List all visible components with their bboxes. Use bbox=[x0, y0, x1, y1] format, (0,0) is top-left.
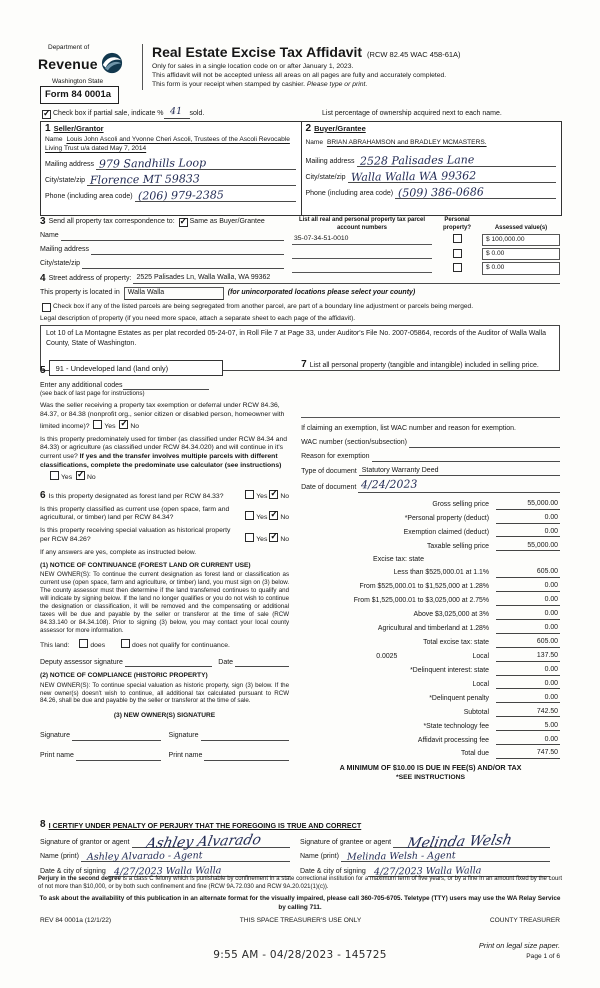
grantor-signature-value: Ashley Alvarado bbox=[144, 831, 263, 852]
grantee-signature-value: Melinda Welsh bbox=[405, 831, 514, 852]
s5-q1-no-checkbox[interactable] bbox=[119, 420, 128, 429]
local-label: Local bbox=[472, 652, 489, 660]
tax-row-label: Exemption claimed (deduct) bbox=[403, 528, 489, 536]
s6-question-historic: Is this property receiving special valuation as historical property per RCW 84.26? Yes ✓ No bbox=[40, 527, 289, 545]
grantor-signature-field[interactable] bbox=[132, 831, 290, 852]
section5-header bbox=[40, 360, 289, 376]
tax-row bbox=[301, 694, 560, 704]
tax-row-value[interactable]: 0.00 bbox=[496, 514, 560, 524]
middle-columns bbox=[40, 360, 560, 820]
assessed-value-field[interactable]: $ 100,000.00 bbox=[482, 234, 560, 246]
segregated-label: Check box if any of the listed parcels are being segregated from another parcel, are part of a boundary line adjustment or parcels being merged. bbox=[53, 302, 474, 310]
print-legal-note: Print on legal size paper. bbox=[478, 941, 560, 950]
section3 bbox=[40, 217, 560, 272]
new-owner-printname-field-2[interactable] bbox=[204, 752, 289, 761]
county-select[interactable]: Walla Walla bbox=[124, 287, 224, 300]
notice1-body: NEW OWNER(S): To continue the current designation as forest land or classification as current use (open space, farm and agriculture, or timber) land, you must sign on (3) below. The county assessor must then determine if the land transferred continues to qualify and will indicate by signing below. If the land no longer qualifies or you do not wish to continue the designation or classification, it will be removed and the compensating or additional taxes will be due and payable by the seller or transferor at the time of sale (RCW 84.33.140 or 84.34.108). Prior to signing (3) below, you may contact your local county assessor for more information. bbox=[40, 571, 290, 634]
tax-row-label: Total excise tax: state bbox=[423, 639, 489, 647]
tax-row bbox=[301, 749, 560, 759]
personal-property-checkbox[interactable] bbox=[453, 263, 462, 272]
land-use-code-field[interactable]: 91 - Undeveloped land (land only) bbox=[49, 360, 223, 376]
header-note-1: Only for sales in a single location code on or after January 1, 2023. bbox=[152, 62, 354, 70]
land-does-checkbox[interactable] bbox=[79, 639, 88, 648]
tax-row bbox=[301, 514, 560, 524]
rcw-reference: (RCW 82.45 WAC 458-61A) bbox=[367, 50, 461, 59]
tax-row-label: From $1,525,000.01 to $3,025,000 at 2.75% bbox=[353, 597, 489, 605]
doc-type-label: Type of document bbox=[301, 467, 357, 475]
seller-mailing-value: 979 Sandhills Loop bbox=[98, 155, 207, 171]
located-in-label: This property is located in bbox=[40, 289, 120, 296]
parcel-row bbox=[292, 248, 560, 260]
parcel-number-field[interactable]: 35-07-34-51-0010 bbox=[292, 235, 432, 244]
header-note-2: This affidavit will not be accepted unless all areas on all pages are fully and accurately completed. bbox=[152, 71, 447, 79]
s6-question-current-use: Is this property classified as current use (open space, farm and agricultural, or timber) land per RCW 84.34? Yes ✓ No bbox=[40, 506, 289, 524]
doc-type-field[interactable] bbox=[359, 467, 560, 477]
tax-excise-rows bbox=[301, 568, 560, 647]
dor-logo-block bbox=[38, 44, 142, 90]
grantee-printname-label: Name (print) bbox=[300, 853, 339, 861]
sold-label: sold. bbox=[189, 110, 205, 117]
new-owner-signature-row: Signature Signature bbox=[40, 732, 289, 741]
s6-historic-yes-checkbox[interactable] bbox=[245, 533, 254, 542]
buyer-section bbox=[302, 122, 562, 215]
tax-row-value[interactable]: 605.00 bbox=[496, 568, 560, 578]
corr-city-label: City/state/zip bbox=[40, 260, 81, 268]
doc-date-field[interactable] bbox=[358, 477, 560, 493]
parcel-table bbox=[292, 217, 560, 272]
deputy-signature-label: Deputy assessor signature bbox=[40, 658, 123, 666]
s5-q2-no-checkbox[interactable] bbox=[76, 471, 85, 480]
grantor-printname-value: Ashley Alvarado - Agent bbox=[86, 850, 203, 864]
tax-pre-rows bbox=[301, 500, 560, 551]
section1-number: 1 bbox=[45, 123, 51, 134]
certify-statement: I CERTIFY UNDER PENALTY OF PERJURY THAT THE FOREGOING IS TRUE AND CORRECT bbox=[48, 821, 362, 830]
seller-mailing-field[interactable] bbox=[96, 155, 295, 171]
doc-type-value: Statutory Warranty Deed bbox=[361, 466, 439, 474]
land-qualify-row: This land: does does not qualify for continuance. bbox=[40, 639, 289, 650]
tax-row bbox=[301, 542, 560, 552]
tax-post-rows bbox=[301, 666, 560, 759]
grantee-sig-label: Signature of grantee or agent bbox=[300, 838, 392, 846]
parcel-number-field[interactable] bbox=[292, 264, 432, 273]
right-column bbox=[301, 360, 560, 820]
corr-name-label: Name bbox=[40, 232, 59, 240]
page-title: Real Estate Excise Tax Affidavit bbox=[152, 44, 363, 60]
additional-codes-note: (see back of last page for instructions) bbox=[40, 390, 145, 398]
excise-tax-state-header: Excise tax: state bbox=[373, 555, 425, 563]
tax-row-label: *Delinquent penalty bbox=[429, 694, 489, 702]
street-address-value: 2525 Palisades Ln, Walla Walla, WA 99362 bbox=[136, 274, 271, 282]
corr-city-field[interactable] bbox=[82, 260, 284, 269]
seller-title: Seller/Grantor bbox=[53, 124, 104, 133]
corr-mailing-field[interactable] bbox=[91, 246, 284, 255]
revenue-wordmark: Revenue bbox=[38, 56, 98, 73]
washington-state-label: Washington State bbox=[52, 77, 104, 85]
tax-row bbox=[301, 708, 560, 718]
tax-row bbox=[301, 568, 560, 578]
tax-row-value[interactable]: 0.00 bbox=[496, 680, 560, 690]
tax-row-label: Agricultural and timberland at 1.28% bbox=[377, 625, 489, 633]
segregated-checkbox[interactable] bbox=[42, 303, 51, 312]
new-owner-printname-field-1[interactable] bbox=[76, 752, 161, 761]
additional-codes-label: Enter any additional codes bbox=[40, 381, 123, 389]
tax-row bbox=[301, 680, 560, 690]
seller-city-field[interactable] bbox=[87, 171, 295, 187]
header-note-3: This form is your receipt when stamped by cashier. Please type or print. bbox=[152, 81, 368, 89]
new-owner-signature-field-2[interactable] bbox=[201, 732, 290, 741]
tax-row bbox=[301, 528, 560, 538]
tax-row-value[interactable]: 55,000.00 bbox=[496, 500, 560, 510]
seller-city-label: City/state/zip bbox=[45, 176, 86, 184]
tax-row-label: Total due bbox=[461, 750, 489, 758]
seller-city-value: Florence MT 59833 bbox=[89, 171, 201, 187]
tax-row-label: Less than $525,000.01 at 1.1% bbox=[393, 569, 489, 577]
corr-mailing-label: Mailing address bbox=[40, 246, 90, 254]
partial-sale-label: Check box if partial sale, indicate % bbox=[53, 110, 164, 117]
scan-timestamp: 9:55 AM - 04/28/2023 - 145725 bbox=[213, 949, 387, 961]
tax-row-label: Subtotal bbox=[463, 708, 489, 716]
tax-row-label: *Delinquent interest: state bbox=[410, 666, 489, 674]
parcel-row bbox=[292, 234, 560, 246]
tax-row-value[interactable]: 5.00 bbox=[496, 722, 560, 732]
buyer-phone-field[interactable] bbox=[395, 185, 556, 200]
ownership-note: List percentage of ownership acquired next to each name. bbox=[322, 110, 502, 117]
title-block bbox=[142, 44, 562, 90]
land-does-not-checkbox[interactable] bbox=[121, 639, 130, 648]
buyer-title: Buyer/Grantee bbox=[314, 124, 366, 133]
reason-exemption-label: Reason for exemption bbox=[301, 452, 370, 460]
tax-row-value[interactable]: 0.00 bbox=[496, 694, 560, 704]
local-tax-row bbox=[301, 652, 560, 662]
tax-row-label: Gross selling price bbox=[432, 501, 489, 508]
notice2-title: (2) NOTICE OF COMPLIANCE (HISTORIC PROPERTY) bbox=[40, 672, 208, 680]
s6-question-forest: 6 Is this property designated as forest land per RCW 84.33? Yes ✓ No bbox=[40, 490, 289, 502]
s6-current-no-checkbox[interactable] bbox=[269, 511, 278, 520]
see-instructions-note: *SEE INSTRUCTIONS bbox=[395, 774, 466, 782]
personal-property-list-field[interactable] bbox=[301, 371, 560, 418]
local-rate: 0.0025 bbox=[376, 652, 398, 660]
revenue-swirl-logo-icon bbox=[101, 52, 123, 78]
additional-codes-field[interactable] bbox=[123, 381, 209, 390]
rev-number: REV 84 0001a (12/1/22) bbox=[40, 917, 112, 924]
seller-mailing-label: Mailing address bbox=[45, 160, 95, 168]
seller-name-label: Name bbox=[45, 135, 63, 143]
personal-property-checkbox[interactable] bbox=[453, 234, 462, 243]
grantor-signature-block bbox=[40, 833, 300, 877]
form-number-box: Form 84 0001a bbox=[40, 86, 119, 104]
tax-row bbox=[301, 666, 560, 676]
notice3-title: (3) NEW OWNER(S) SIGNATURE bbox=[113, 712, 216, 720]
tax-row-value[interactable]: 747.50 bbox=[496, 749, 560, 759]
seller-phone-field[interactable] bbox=[135, 187, 296, 203]
grantor-printname-field[interactable] bbox=[81, 850, 290, 864]
s5-q2-yes-checkbox[interactable] bbox=[50, 471, 59, 480]
buyer-city-value: Walla Walla WA 99362 bbox=[350, 168, 476, 184]
left-column bbox=[40, 360, 295, 820]
same-as-buyer-label: Same as Buyer/Grantee bbox=[189, 218, 265, 226]
county-treasurer-label: COUNTY TREASURER bbox=[489, 917, 560, 924]
tax-row bbox=[301, 624, 560, 634]
buyer-city-label: City/state/zip bbox=[305, 173, 346, 181]
tax-row-value[interactable]: 0.00 bbox=[496, 610, 560, 620]
tax-row-value[interactable]: 0.00 bbox=[496, 596, 560, 606]
buyer-mailing-value: 2528 Palisades Lane bbox=[359, 152, 474, 168]
grantor-sig-label: Signature of grantor or agent bbox=[40, 838, 130, 846]
s6-forest-no-checkbox[interactable] bbox=[269, 490, 278, 499]
section4 bbox=[40, 274, 560, 371]
tax-row-value[interactable]: 0.00 bbox=[496, 528, 560, 538]
tax-row-value[interactable]: 0.00 bbox=[496, 736, 560, 746]
partial-sale-checkbox[interactable] bbox=[42, 110, 51, 119]
correspondence-block bbox=[40, 217, 292, 272]
section7-header: 7 List all personal property (tangible and intangible) included in selling price. bbox=[301, 359, 539, 370]
deputy-date-label: Date bbox=[218, 658, 234, 666]
buyer-phone-label: Phone (including area code) bbox=[305, 189, 394, 197]
buyer-name-label: Name bbox=[305, 138, 324, 146]
s6-current-yes-checkbox[interactable] bbox=[245, 511, 254, 520]
street-address-label: Street address of property: bbox=[48, 275, 132, 283]
partial-percent-field[interactable] bbox=[164, 105, 190, 119]
seller-name-field[interactable]: Louis John Ascoli and Yvonne Cheri Ascoli, Trustees of the Ascoli Revocable Living Trust u/a dated May 7, 2014 bbox=[45, 135, 290, 152]
assessed-value-col-header: Assessed value(s) bbox=[494, 224, 548, 231]
parcel-col-header: List all real and personal property tax parcel account numbers bbox=[298, 217, 426, 231]
tax-row-value[interactable]: 742.50 bbox=[496, 708, 560, 718]
rev-row bbox=[40, 917, 560, 925]
parcel-number-field[interactable] bbox=[292, 250, 432, 259]
notice2-body: NEW OWNER(S): To continue special valuation as historic property, sign (3) below. If the new owner(s) doesn't wish to continue, all additional tax calculated pursuant to RCW 84.26, shall be due and payable by the seller or transferor at the time of sale. bbox=[40, 681, 290, 705]
form-header bbox=[38, 44, 562, 90]
tax-row bbox=[301, 582, 560, 592]
grantee-date-value: 4/27/2023 Walla Walla bbox=[373, 865, 482, 878]
tax-computation bbox=[301, 500, 560, 783]
perjury-statement: Perjury in the second degree is a class C felony which is punishable by confinement in a state correctional institution for a maximum term of five years, or by a fine in an amount fixed by the court of not more than $10,000, or by both such confinement and fine (RCW 9A.72.030 and RCW 9A.20.021(1)(c)). bbox=[38, 876, 563, 890]
assessed-value-field[interactable]: $ 0.00 bbox=[482, 262, 560, 274]
legal-description-field[interactable]: Lot 10 of La Montagne Estates as per plat recorded 05-24-07, in Roll File 7 at Page 33, under Auditor's File No. 2007-05864, records of the Auditor of Walla Walla County, State of Washington. bbox=[40, 325, 560, 371]
deputy-signature-field[interactable] bbox=[125, 658, 212, 667]
doc-date-value: 4/24/2023 bbox=[361, 477, 418, 492]
tax-row-label: Local bbox=[472, 680, 489, 688]
tax-row-label: Affidavit processing fee bbox=[417, 736, 489, 744]
deputy-date-field[interactable] bbox=[235, 658, 289, 667]
new-owner-printname-row: Print name Print name bbox=[40, 752, 289, 761]
dept-of-label: Department of bbox=[48, 44, 90, 51]
section3-number: 3 bbox=[40, 216, 46, 227]
tax-row bbox=[301, 722, 560, 732]
reason-exemption-field[interactable] bbox=[372, 453, 560, 462]
parcel-table-header bbox=[292, 217, 560, 232]
wac-number-field[interactable] bbox=[409, 439, 560, 448]
grantor-date-value: 4/27/2023 Walla Walla bbox=[113, 865, 222, 878]
buyer-mailing-label: Mailing address bbox=[305, 157, 355, 165]
buyer-phone-value: (509) 386-0686 bbox=[397, 185, 484, 200]
assessed-value-field[interactable]: $ 0.00 bbox=[482, 248, 560, 260]
tax-row bbox=[301, 736, 560, 746]
seller-section bbox=[41, 122, 302, 215]
page-number: Page 1 of 6 bbox=[526, 953, 560, 960]
s5-q1-yes-checkbox[interactable] bbox=[93, 420, 102, 429]
new-owner-signature-field-1[interactable] bbox=[72, 732, 161, 741]
tax-row bbox=[301, 596, 560, 606]
grantor-printname-label: Name (print) bbox=[40, 853, 79, 861]
buyer-name-field[interactable]: BRIAN ABRAHAMSON and BRADLEY MCMASTERS. bbox=[326, 138, 487, 146]
tax-row-label: Taxable selling price bbox=[426, 542, 489, 550]
correspondence-label: Send all property tax correspondence to: bbox=[48, 218, 175, 226]
exemption-note: If claiming an exemption, list WAC number and reason for exemption. bbox=[301, 424, 516, 432]
seller-phone-value: (206) 979-2385 bbox=[137, 187, 224, 203]
accessibility-note: To ask about the availability of this publication in an alternate format for the visually impaired, please call 360-705-6705. Teletype (TTY) users may use the WA Relay Service by calling 711. bbox=[39, 895, 561, 911]
section4-number: 4 bbox=[40, 273, 46, 284]
s5-question-predominate-use: Is this property predominately used for timber (as classified under RCW 84.34 and 84.33) or agriculture (as classified under RCW 84.34.020) and will continue in it's current use? If yes and the transfer involves multiple parcels with different classifications, complete the predominate use calculator (see instructions) Yes ✓ No bbox=[40, 436, 289, 483]
unincorporated-note: (for unincorporated locations please select your county) bbox=[227, 289, 416, 296]
tax-row bbox=[301, 610, 560, 620]
section8-number: 8 bbox=[40, 819, 46, 830]
section8 bbox=[40, 820, 560, 877]
s6-forest-yes-checkbox[interactable] bbox=[245, 490, 254, 499]
corr-name-field[interactable] bbox=[61, 232, 284, 241]
street-address-field[interactable] bbox=[133, 274, 560, 284]
partial-percent-value: 41 bbox=[170, 105, 183, 118]
same-as-buyer-checkbox[interactable] bbox=[179, 218, 188, 227]
tax-row-value[interactable]: 55,000.00 bbox=[496, 542, 560, 552]
tax-row-label: Above $3,025,000 at 3% bbox=[413, 611, 489, 619]
if-any-answers-note: If any answers are yes, complete as instructed below. bbox=[40, 548, 197, 556]
s5-question-exemption: Was the seller receiving a property tax exemption or deferral under RCW 84.36, 84.37, or 84.38 (nonprofit org., senior citizen or disabled person, homeowner with limited income)? Yes ✓ No bbox=[40, 402, 289, 431]
section5-number: 5 bbox=[40, 365, 46, 377]
personal-property-checkbox[interactable] bbox=[453, 249, 462, 258]
tax-row-value[interactable]: 0.00 bbox=[496, 582, 560, 592]
grantee-printname-value: Melinda Welsh - Agent bbox=[346, 850, 456, 864]
deputy-assessor-row bbox=[40, 658, 289, 667]
section2-number: 2 bbox=[305, 123, 312, 134]
legal-description-label: Legal description of property (if you need more space, attach a separate sheet to each page of the affidavit). bbox=[40, 314, 356, 322]
seller-phone-label: Phone (including area code) bbox=[45, 192, 133, 200]
grantee-date-label: Date & city of signing bbox=[300, 867, 366, 875]
parcel-row bbox=[292, 262, 560, 274]
personal-property-col-header: Personal property? bbox=[442, 217, 471, 231]
minimum-due-note: A MINIMUM OF $10.00 IS DUE IN FEE(S) AND/OR TAX bbox=[339, 763, 522, 773]
tax-row-value[interactable]: 0.00 bbox=[496, 666, 560, 676]
tax-row-label: *Personal property (deduct) bbox=[404, 514, 489, 522]
treasurer-space-label: THIS SPACE TREASURER'S USE ONLY bbox=[239, 917, 362, 924]
grantor-grantee-box bbox=[40, 121, 562, 216]
local-tax-value[interactable]: 137.50 bbox=[496, 652, 560, 662]
tax-row bbox=[301, 638, 560, 648]
wac-number-label: WAC number (section/subsection) bbox=[301, 438, 408, 446]
doc-date-label: Date of document bbox=[301, 484, 357, 492]
tax-row-value[interactable]: 605.00 bbox=[496, 638, 560, 648]
grantee-signature-block bbox=[300, 833, 560, 877]
grantee-printname-field[interactable] bbox=[341, 850, 550, 864]
buyer-city-field[interactable] bbox=[348, 168, 556, 184]
partial-sale-row bbox=[40, 105, 560, 119]
grantee-signature-field[interactable] bbox=[393, 831, 550, 852]
buyer-mailing-field[interactable] bbox=[357, 152, 556, 168]
tax-row-label: From $525,000.01 to $1,525,000 at 1.28% bbox=[359, 583, 489, 591]
tax-row-value[interactable]: 0.00 bbox=[496, 624, 560, 634]
grantor-date-label: Date & city of signing bbox=[40, 867, 106, 875]
notice1-title: (1) NOTICE OF CONTINUANCE (FOREST LAND OR CURRENT USE) bbox=[40, 562, 251, 570]
s6-historic-no-checkbox[interactable] bbox=[269, 533, 278, 542]
tax-row bbox=[301, 500, 560, 510]
tax-row-label: *State technology fee bbox=[423, 722, 489, 730]
